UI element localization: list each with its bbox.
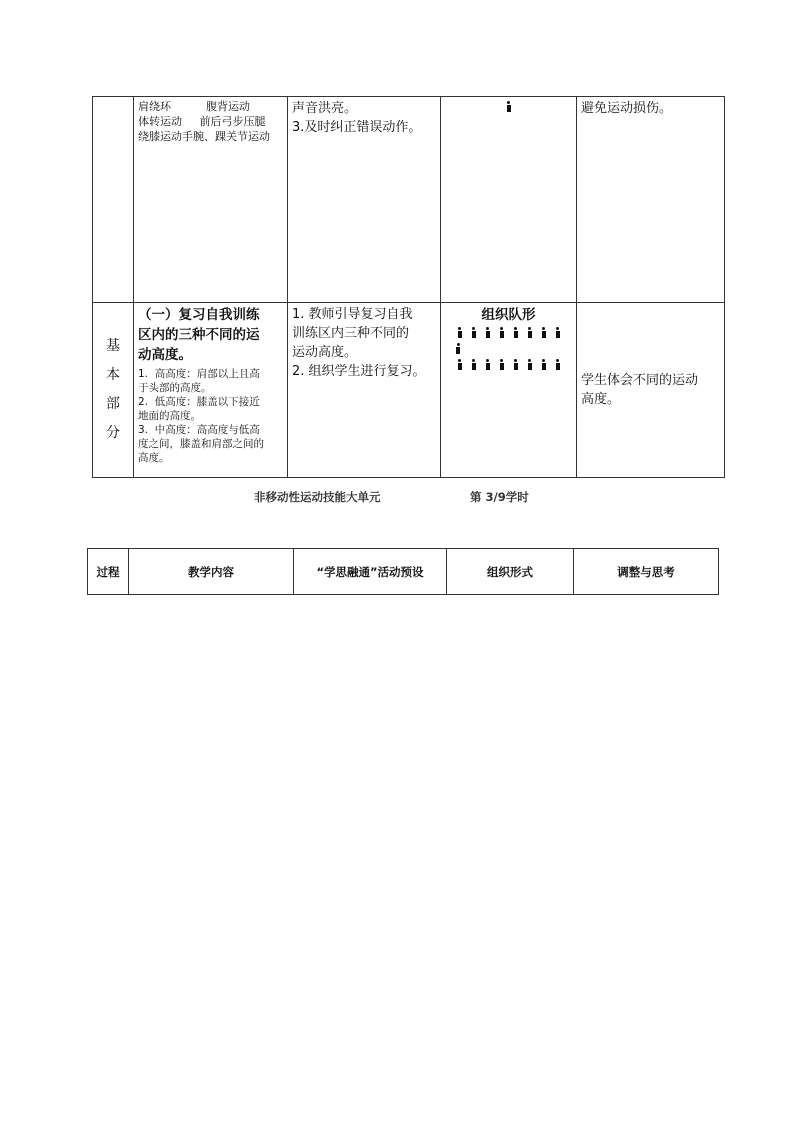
content-detail-line: 2. 低高度：膝盖以下接近: [138, 396, 260, 408]
warmup-activity-line: 3.及时纠正错误动作。: [292, 120, 422, 135]
person-icon: [458, 327, 462, 338]
warmup-content-line: 肩绕环 腹背运动: [138, 100, 250, 113]
content-title-line: 区内的三种不同的运: [138, 327, 260, 343]
person-icon: [486, 359, 490, 370]
lesson-caption: 第 3/9学时: [470, 490, 529, 504]
warmup-content-line: 绕膝运动手腕、踝关节运动: [138, 130, 270, 143]
header-adjustment: 调整与思考: [574, 549, 719, 595]
person-icon: [528, 359, 532, 370]
lesson-plan-header-table: [87, 548, 719, 595]
warmup-adjust-cell: [577, 97, 725, 303]
warmup-activity-cell: [288, 97, 441, 303]
basic-section-row: [93, 303, 725, 478]
person-icon: [542, 359, 546, 370]
teacher-icon: [456, 343, 460, 354]
formation-diagram: [445, 325, 572, 373]
header-activity: “学思融通”活动预设: [294, 549, 447, 595]
warmup-content-cell: [134, 97, 288, 303]
header-content: 教学内容: [129, 549, 294, 595]
section-char: 分: [106, 425, 120, 441]
warmup-formation-cell: [441, 97, 577, 303]
content-detail-line: 度之间，膝盖和肩部之间的: [138, 438, 264, 450]
activity-line: 运动高度。: [292, 345, 358, 360]
section-char: 基: [106, 338, 120, 354]
person-icon: [500, 359, 504, 370]
student-row-top: [445, 325, 572, 341]
person-icon: [507, 101, 511, 112]
basic-formation-cell: [441, 303, 577, 478]
warmup-activity-line: 声音洪亮。: [292, 101, 358, 116]
activity-line: 训练区内三种不同的: [292, 326, 410, 341]
person-icon: [514, 327, 518, 338]
section-char: 部: [106, 396, 120, 412]
person-icon: [500, 327, 504, 338]
basic-content-cell: [134, 303, 288, 478]
person-icon: [528, 327, 532, 338]
student-row-bottom: [445, 357, 572, 373]
person-icon: [486, 327, 490, 338]
teacher-row: [445, 341, 572, 357]
content-detail-line: 3. 中高度：高高度与低高: [138, 424, 260, 436]
activity-line: 1. 教师引导复习自我: [292, 307, 413, 322]
section-char: 本: [106, 367, 120, 383]
content-title-line: 动高度。: [138, 347, 192, 363]
formation-title: 组织队形: [481, 307, 536, 323]
content-detail-line: 高度。: [138, 452, 170, 464]
content-detail-line: 地面的高度。: [138, 410, 201, 422]
content-detail-line: 于头部的高度。: [138, 382, 212, 394]
person-icon: [556, 327, 560, 338]
content-detail-line: 1. 高高度：肩部以上且高: [138, 368, 260, 380]
unit-caption: 非移动性运动技能大单元: [254, 490, 381, 504]
person-icon: [514, 359, 518, 370]
person-icon: [542, 327, 546, 338]
basic-activity-cell: [288, 303, 441, 478]
basic-adjust-cell: [577, 303, 725, 478]
header-process: 过程: [88, 549, 129, 595]
person-icon: [556, 359, 560, 370]
header-row: [88, 549, 719, 595]
person-icon: [472, 359, 476, 370]
warmup-row: [93, 97, 725, 303]
content-title-line: （一）复习自我训练: [138, 307, 260, 323]
activity-line: 2. 组织学生进行复习。: [292, 364, 426, 379]
lesson-plan-table-continued: [92, 96, 725, 478]
adjust-line: 高度。: [581, 392, 621, 407]
process-cell-empty: [93, 97, 134, 303]
warmup-adjust-line: 避免运动损伤。: [581, 101, 673, 116]
warmup-content-line: 体转运动 前后弓步压腿: [138, 115, 266, 128]
person-icon: [458, 359, 462, 370]
header-organization: 组织形式: [447, 549, 574, 595]
person-icon: [472, 327, 476, 338]
adjust-line: 学生体会不同的运动: [581, 373, 699, 388]
section-label-basic: [93, 303, 134, 478]
